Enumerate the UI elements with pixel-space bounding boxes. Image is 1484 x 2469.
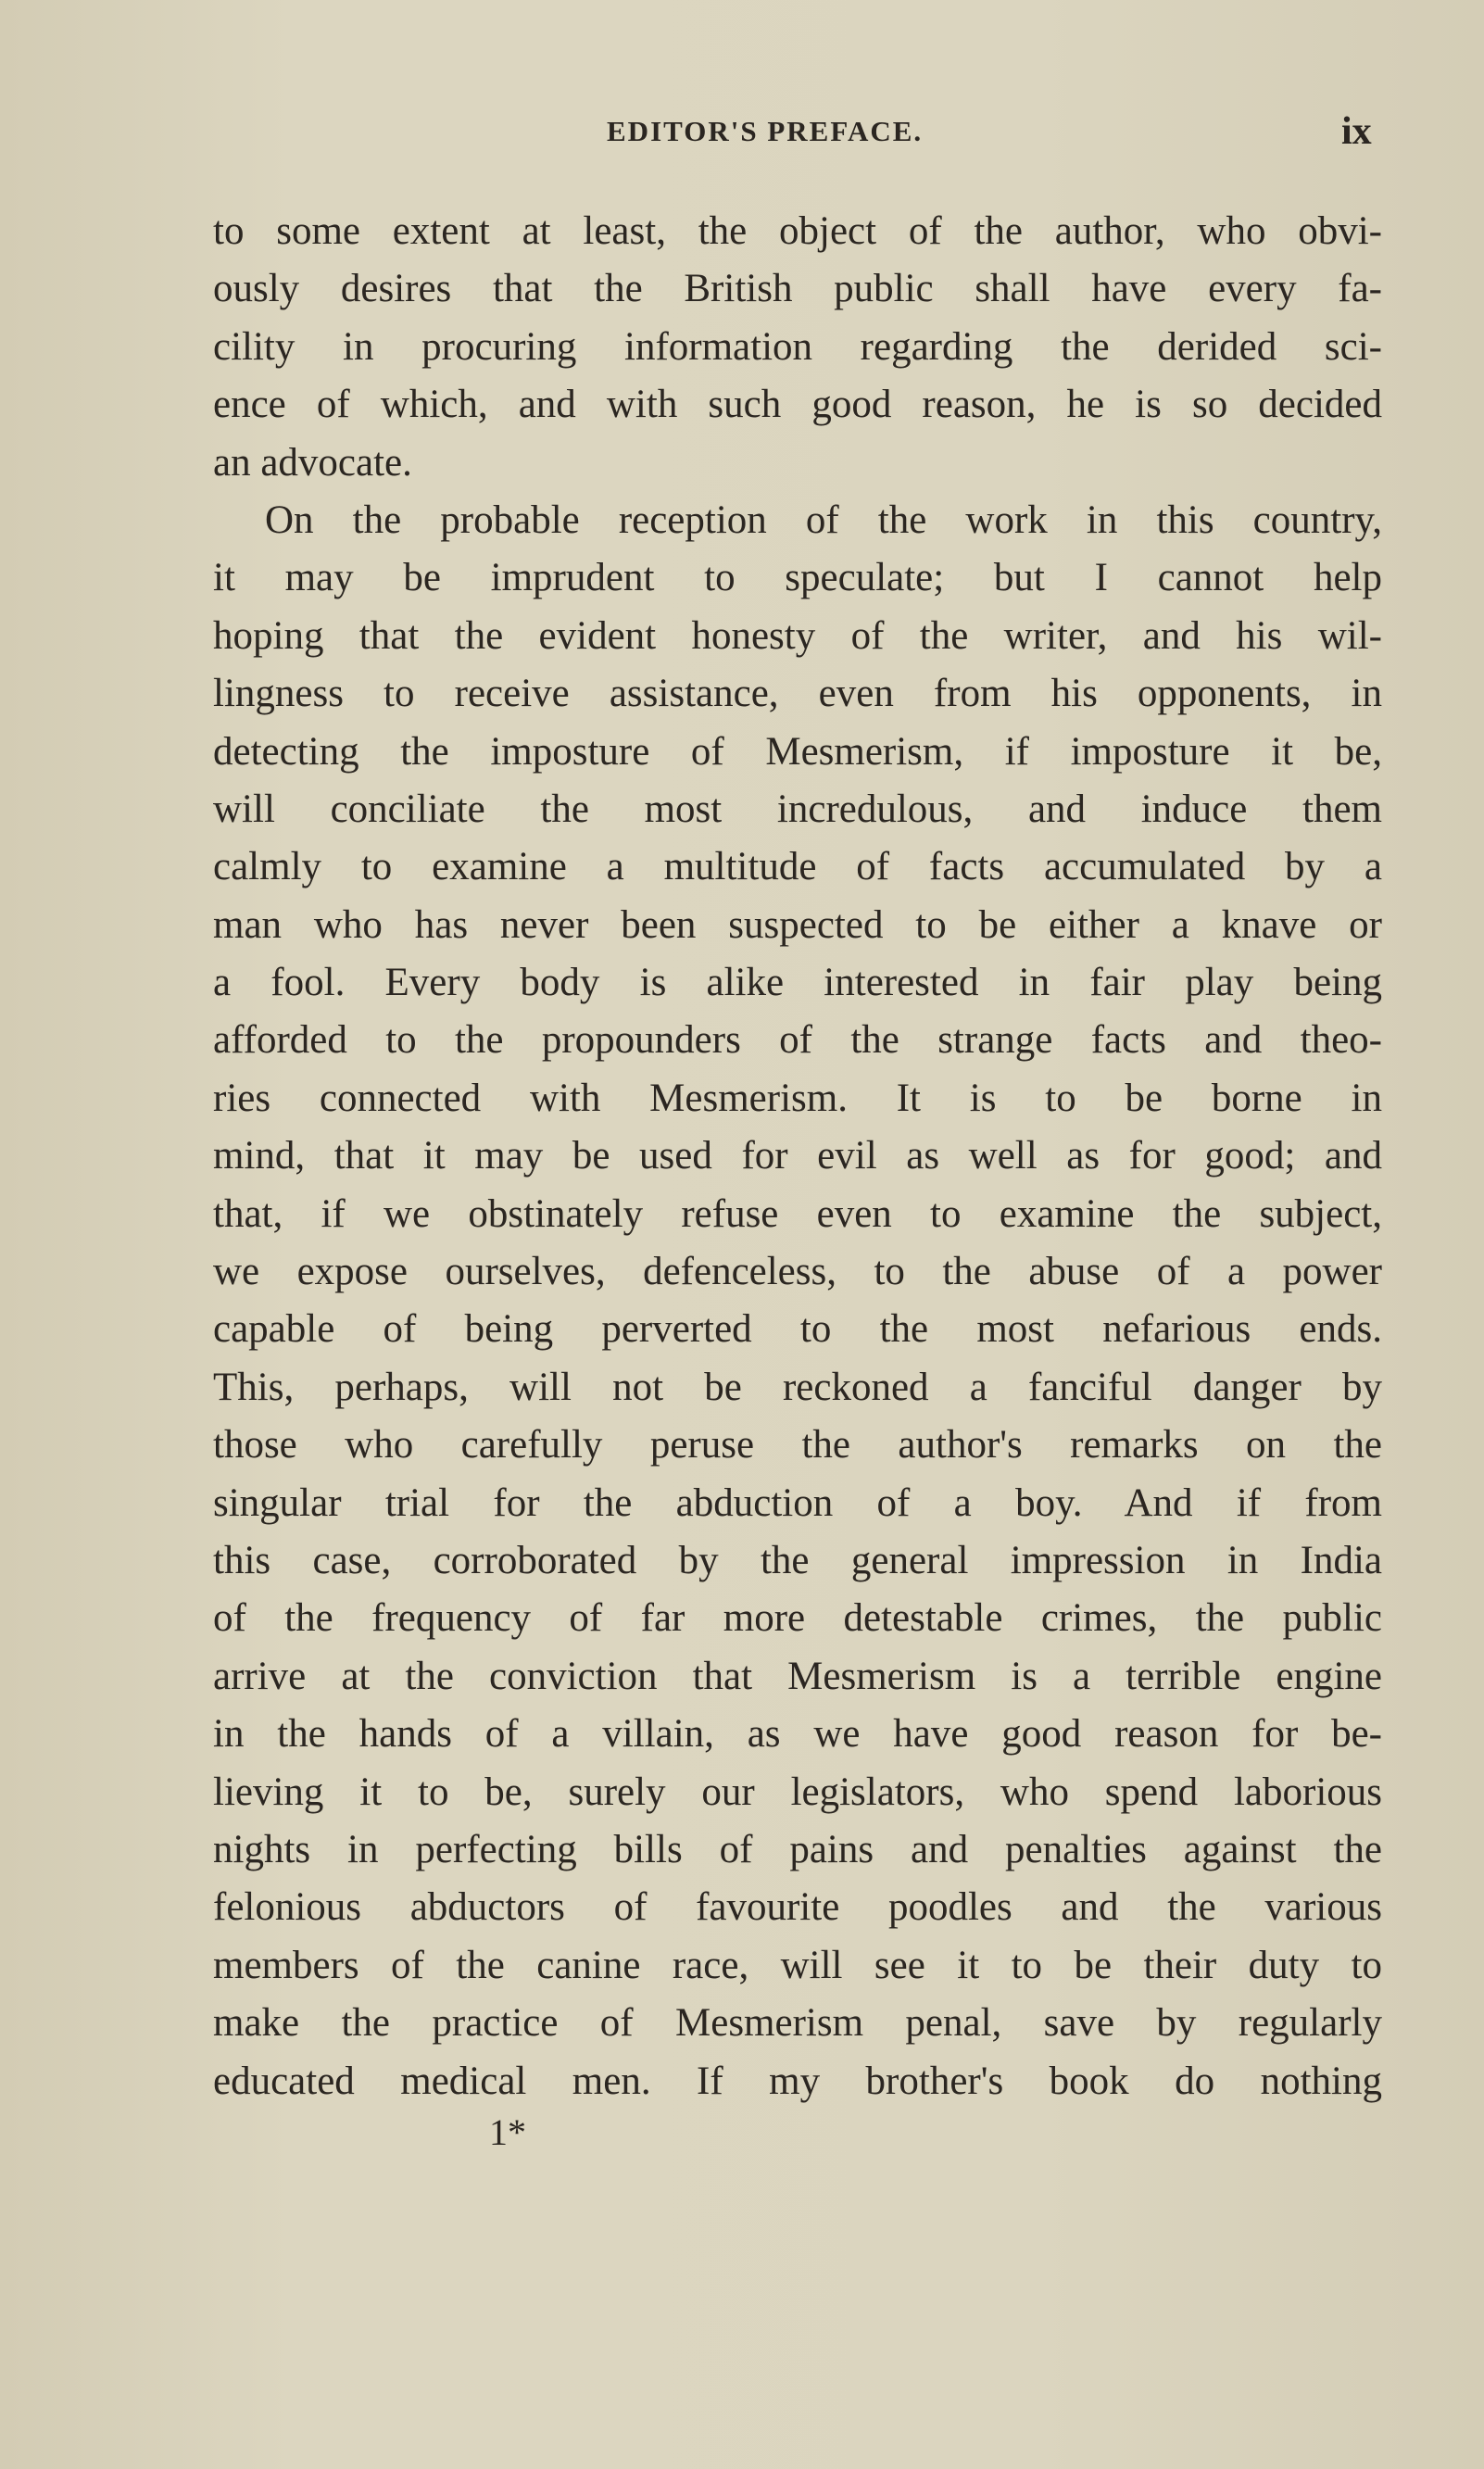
text-line: calmly to examine a multitude of facts accumulated by a	[213, 845, 1382, 889]
text-line: this case, corroborated by the general impression in India	[213, 1538, 1382, 1582]
text-line: arrive at the conviction that Mesmerism is a terrible engine	[213, 1654, 1382, 1698]
text-line: singular trial for the abduction of a boy. And if from	[213, 1480, 1382, 1525]
text-line: those who carefully peruse the author's remarks on the	[213, 1423, 1382, 1468]
text-line: make the practice of Mesmerism penal, save by regularly	[213, 2001, 1382, 2046]
text-line: cility in procuring information regarding the derided sci-	[213, 324, 1382, 369]
text-line: capable of being perverted to the most nefarious ends.	[213, 1307, 1382, 1352]
text-line: On the probable reception of the work in this country,	[265, 498, 1382, 542]
text-line: to some extent at least, the object of the author, who obvi-	[213, 209, 1382, 253]
text-line: we expose ourselves, defenceless, to the abuse of a power	[213, 1250, 1382, 1294]
page-number: ix	[1341, 110, 1372, 153]
text-line: will conciliate the most incredulous, and induce them	[213, 787, 1382, 831]
text-line: afforded to the propounders of the strange facts and theo-	[213, 1018, 1382, 1063]
text-line: in the hands of a villain, as we have good reason for be-	[213, 1712, 1382, 1757]
text-line: hoping that the evident honesty of the writer, and his wil-	[213, 613, 1382, 658]
text-line: ously desires that the British public shall have every fa-	[213, 267, 1382, 311]
text-line: This, perhaps, will not be reckoned a fanciful danger by	[213, 1365, 1382, 1409]
text-line: lingness to receive assistance, even from his opponents, in	[213, 672, 1382, 716]
text-line: felonious abductors of favourite poodles and the various	[213, 1885, 1382, 1930]
body-text	[213, 203, 1382, 2110]
text-line: an advocate.	[213, 440, 412, 485]
text-line: members of the canine race, will see it to be their duty to	[213, 1943, 1382, 1987]
text-line: of the frequency of far more detestable crimes, the public	[213, 1596, 1382, 1641]
text-line: ries connected with Mesmerism. It is to be borne in	[213, 1076, 1382, 1120]
text-line: man who has never been suspected to be either a knave or	[213, 902, 1382, 947]
text-line: lieving it to be, surely our legislators, who spend laborious	[213, 1770, 1382, 1814]
text-line: detecting the imposture of Mesmerism, if imposture it be,	[213, 729, 1382, 774]
running-title: EDITOR'S PREFACE.	[607, 115, 924, 147]
signature-mark: 1*	[489, 2111, 526, 2153]
text-line: nights in perfecting bills of pains and penalties against the	[213, 1827, 1382, 1871]
text-line: that, if we obstinately refuse even to examine the subject,	[213, 1191, 1382, 1236]
text-line: mind, that it may be used for evil as well as for good; and	[213, 1134, 1382, 1178]
text-line: it may be imprudent to speculate; but I cannot help	[213, 556, 1382, 600]
text-line: ence of which, and with such good reason, he is so decided	[213, 383, 1382, 427]
text-line: educated medical men. If my brother's book do nothing	[213, 2059, 1382, 2103]
text-line: a fool. Every body is alike interested in fair play being	[213, 961, 1382, 1005]
